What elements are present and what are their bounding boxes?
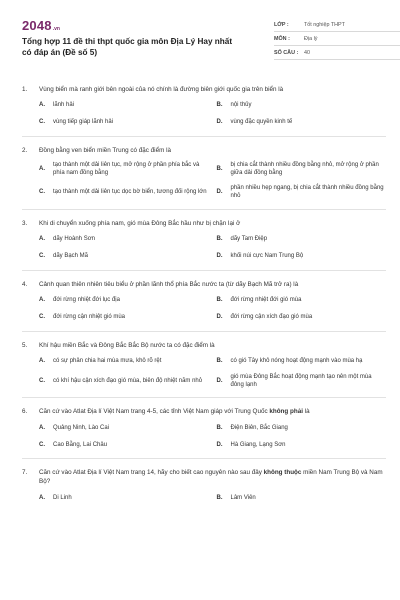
question-divider [22, 397, 386, 398]
meta-row-class [274, 18, 400, 32]
meta-value: Tốt nghiệp THPT [304, 21, 345, 28]
question-2 [22, 146, 386, 210]
question-body [39, 341, 386, 350]
question-number: 4. [22, 280, 28, 288]
option-letter: C. [39, 119, 45, 126]
option-text: Quảng Ninh, Lào Cai [53, 424, 110, 431]
option-letter: D. [216, 252, 223, 259]
question-text [22, 146, 386, 155]
option-letter: C. [39, 441, 45, 448]
question-number: 6. [22, 408, 28, 416]
option-letter: B. [216, 102, 223, 109]
option-letter: B. [216, 166, 223, 173]
option-text: dãy Bạch Mã [53, 252, 89, 259]
site-logo[interactable] [22, 18, 60, 33]
question-number: 5. [22, 341, 28, 349]
question-body [39, 407, 386, 416]
meta-value: Địa lý [304, 35, 318, 42]
option-letter: D. [216, 441, 223, 448]
option-text: Điện Biên, Bắc Giang [230, 424, 288, 431]
option-text: đới rừng nhiệt đới lục địa [53, 296, 120, 303]
option-letter: A. [39, 235, 45, 242]
option-letter: D. [216, 119, 223, 126]
answer-options [22, 492, 386, 503]
meta-table [274, 18, 400, 60]
option-text: Hà Giang, Lạng Sơn [230, 441, 286, 448]
answer-option[interactable] [217, 373, 387, 390]
question-body [39, 146, 386, 155]
answer-option[interactable] [39, 161, 209, 178]
question-text [22, 85, 386, 94]
logo-sub-text: .vn [52, 26, 60, 32]
question-body [39, 219, 386, 228]
answer-option[interactable] [217, 117, 387, 128]
question-text [22, 219, 386, 228]
option-text: Lâm Viên [230, 494, 256, 501]
answer-option[interactable] [39, 373, 209, 390]
question-number: 7. [22, 469, 28, 477]
option-letter: D. [216, 189, 223, 196]
question-divider [22, 331, 386, 332]
meta-key: LỚP : [274, 21, 289, 28]
question-text [22, 280, 386, 289]
option-text: vùng tiếp giáp lãnh hải [53, 119, 114, 126]
answer-option[interactable] [217, 295, 387, 306]
option-letter: A. [39, 166, 45, 173]
meta-row-subject [274, 32, 400, 46]
question-body [39, 468, 386, 486]
answer-option[interactable] [217, 251, 387, 262]
answer-options [22, 161, 386, 201]
answer-option[interactable] [39, 312, 209, 323]
option-text: đới rừng nhiệt đới gió mùa [230, 296, 302, 303]
question-7 [22, 468, 386, 503]
option-letter: C. [39, 377, 45, 384]
answer-options [22, 234, 386, 262]
meta-row-question-count [274, 46, 400, 60]
option-letter: B. [216, 357, 223, 364]
meta-key: MÔN : [274, 35, 290, 42]
answer-option[interactable] [217, 100, 387, 111]
question-bold-text: không phải [269, 408, 303, 416]
option-text: bị chia cắt thành nhiều đồng bằng nhỏ, mở rộng ở phần giữa dải đồng bằng [230, 162, 379, 177]
answer-option[interactable] [217, 439, 387, 450]
option-letter: A. [39, 102, 45, 109]
question-post-text: là [302, 408, 310, 416]
option-letter: A. [39, 357, 45, 364]
question-divider [22, 209, 386, 210]
answer-option[interactable] [39, 184, 209, 201]
option-letter: A. [39, 494, 45, 501]
question-body [39, 85, 386, 94]
question-pre-text: Đồng bằng ven biển miền Trung có đặc điểm là [39, 147, 171, 154]
document-title: Tổng hợp 11 đề thi thpt quốc gia môn Địa Lý Hay nhất có đáp án (Đề số 5) [22, 37, 233, 57]
answer-option[interactable] [217, 161, 387, 178]
question-divider [22, 270, 386, 271]
option-letter: A. [39, 296, 45, 303]
question-3 [22, 219, 386, 271]
option-text: khối núi cực Nam Trung Bộ [230, 252, 304, 259]
answer-options [22, 356, 386, 390]
question-post-text: miền Nam Trung Bộ và Nam Bộ? [39, 469, 383, 486]
answer-options [22, 295, 386, 323]
answer-option[interactable] [39, 251, 209, 262]
question-number: 2. [22, 147, 28, 154]
question-pre-text: Căn cứ vào Atlat Địa lí Việt Nam trang 4-5, các tỉnh Việt Nam giáp với Trung Quốc [39, 408, 270, 416]
option-text: dãy Hoành Sơn [53, 235, 95, 242]
question-4 [22, 280, 386, 332]
answer-option[interactable] [39, 492, 209, 503]
question-6 [22, 407, 386, 459]
question-text [22, 468, 386, 486]
answer-options [22, 422, 386, 450]
answer-option[interactable] [39, 356, 209, 367]
logo-main-text: 2048 [22, 18, 52, 33]
answer-option[interactable] [217, 184, 387, 201]
option-letter: D. [216, 377, 223, 384]
question-pre-text: Cảnh quan thiên nhiên tiêu biểu ở phần lãnh thổ phía Bắc nước ta (từ dãy Bạch Mã trở ra) là [39, 280, 299, 288]
option-letter: A. [39, 424, 45, 431]
question-list [22, 85, 386, 503]
option-text: lãnh hải [53, 102, 75, 109]
question-divider [22, 136, 386, 137]
question-pre-text: Khi di chuyển xuống phía nam, gió mùa Đông Bắc hầu như bị chặn lại ở [39, 219, 241, 227]
question-pre-text: Khí hậu miền Bắc và Đông Bắc Bắc Bộ nước ta có đặc điểm là [39, 341, 215, 349]
option-text: tạo thành một dải liên tục, mở rộng ở phần phía bắc và phía nam đồng bằng [53, 162, 200, 177]
option-text: tạo thành một dải liên tục dọc bờ biển, tương đối rộng lớn [53, 189, 207, 196]
answer-option[interactable] [39, 422, 209, 433]
option-letter: B. [216, 494, 223, 501]
question-text [22, 341, 386, 350]
answer-option[interactable] [217, 234, 387, 245]
question-bold-text: không thuộc [263, 469, 302, 477]
answer-option[interactable] [217, 312, 387, 323]
option-text: có sự phân chia hai mùa mưa, khô rõ rệt [53, 357, 162, 364]
question-number: 1. [22, 86, 28, 93]
question-text [22, 407, 386, 416]
option-text: nội thủy [230, 102, 252, 109]
answer-option[interactable] [217, 492, 387, 503]
option-text: đới rừng cận xích đạo gió mùa [230, 313, 313, 320]
option-text: Di Linh [53, 494, 72, 501]
option-letter: B. [216, 296, 223, 303]
option-text: đới rừng cận nhiệt gió mùa [53, 313, 125, 320]
answer-option[interactable] [39, 100, 209, 111]
question-divider [22, 458, 386, 459]
option-text: gió mùa Đông Bắc hoạt động mạnh tạo nên một mùa đông lạnh [230, 373, 372, 389]
answer-option[interactable] [217, 422, 387, 433]
option-letter: C. [39, 252, 45, 259]
option-text: phần nhiều hẹp ngang, bị chia cắt thành nhiều đồng bằng nhỏ [230, 184, 384, 200]
option-letter: B. [216, 424, 223, 431]
answer-option[interactable] [39, 439, 209, 450]
option-letter: C. [39, 313, 45, 320]
answer-option[interactable] [39, 295, 209, 306]
question-pre-text: Căn cứ vào Atlat Địa lí Việt Nam trang 14, hãy cho biết cao nguyên nào sau đây [39, 469, 264, 477]
option-text: vùng đặc quyền kinh tế [230, 119, 293, 126]
answer-option[interactable] [39, 117, 209, 128]
option-text: có gió Tây khô nóng hoạt động mạnh vào mùa hạ [230, 357, 363, 364]
document-header [22, 14, 386, 76]
meta-value: 40 [304, 49, 310, 56]
option-letter: C. [39, 189, 45, 196]
option-text: dãy Tam Điệp [230, 235, 268, 242]
option-text: có khí hậu cận xích đạo gió mùa, biên độ nhiệt năm nhỏ [53, 377, 203, 384]
option-text: Cao Bằng, Lai Châu [53, 441, 108, 448]
question-pre-text: Vùng biển mà ranh giới bên ngoài của nó chính là đường biên giới quốc gia trên biển là [39, 86, 284, 93]
question-1 [22, 85, 386, 137]
answer-options [22, 100, 386, 128]
option-letter: D. [216, 313, 223, 320]
question-5 [22, 341, 386, 399]
option-letter: B. [216, 235, 223, 242]
question-body [39, 280, 386, 289]
question-number: 3. [22, 219, 28, 227]
answer-option[interactable] [217, 356, 387, 367]
meta-key: SỐ CÂU : [274, 49, 299, 56]
answer-option[interactable] [39, 234, 209, 245]
